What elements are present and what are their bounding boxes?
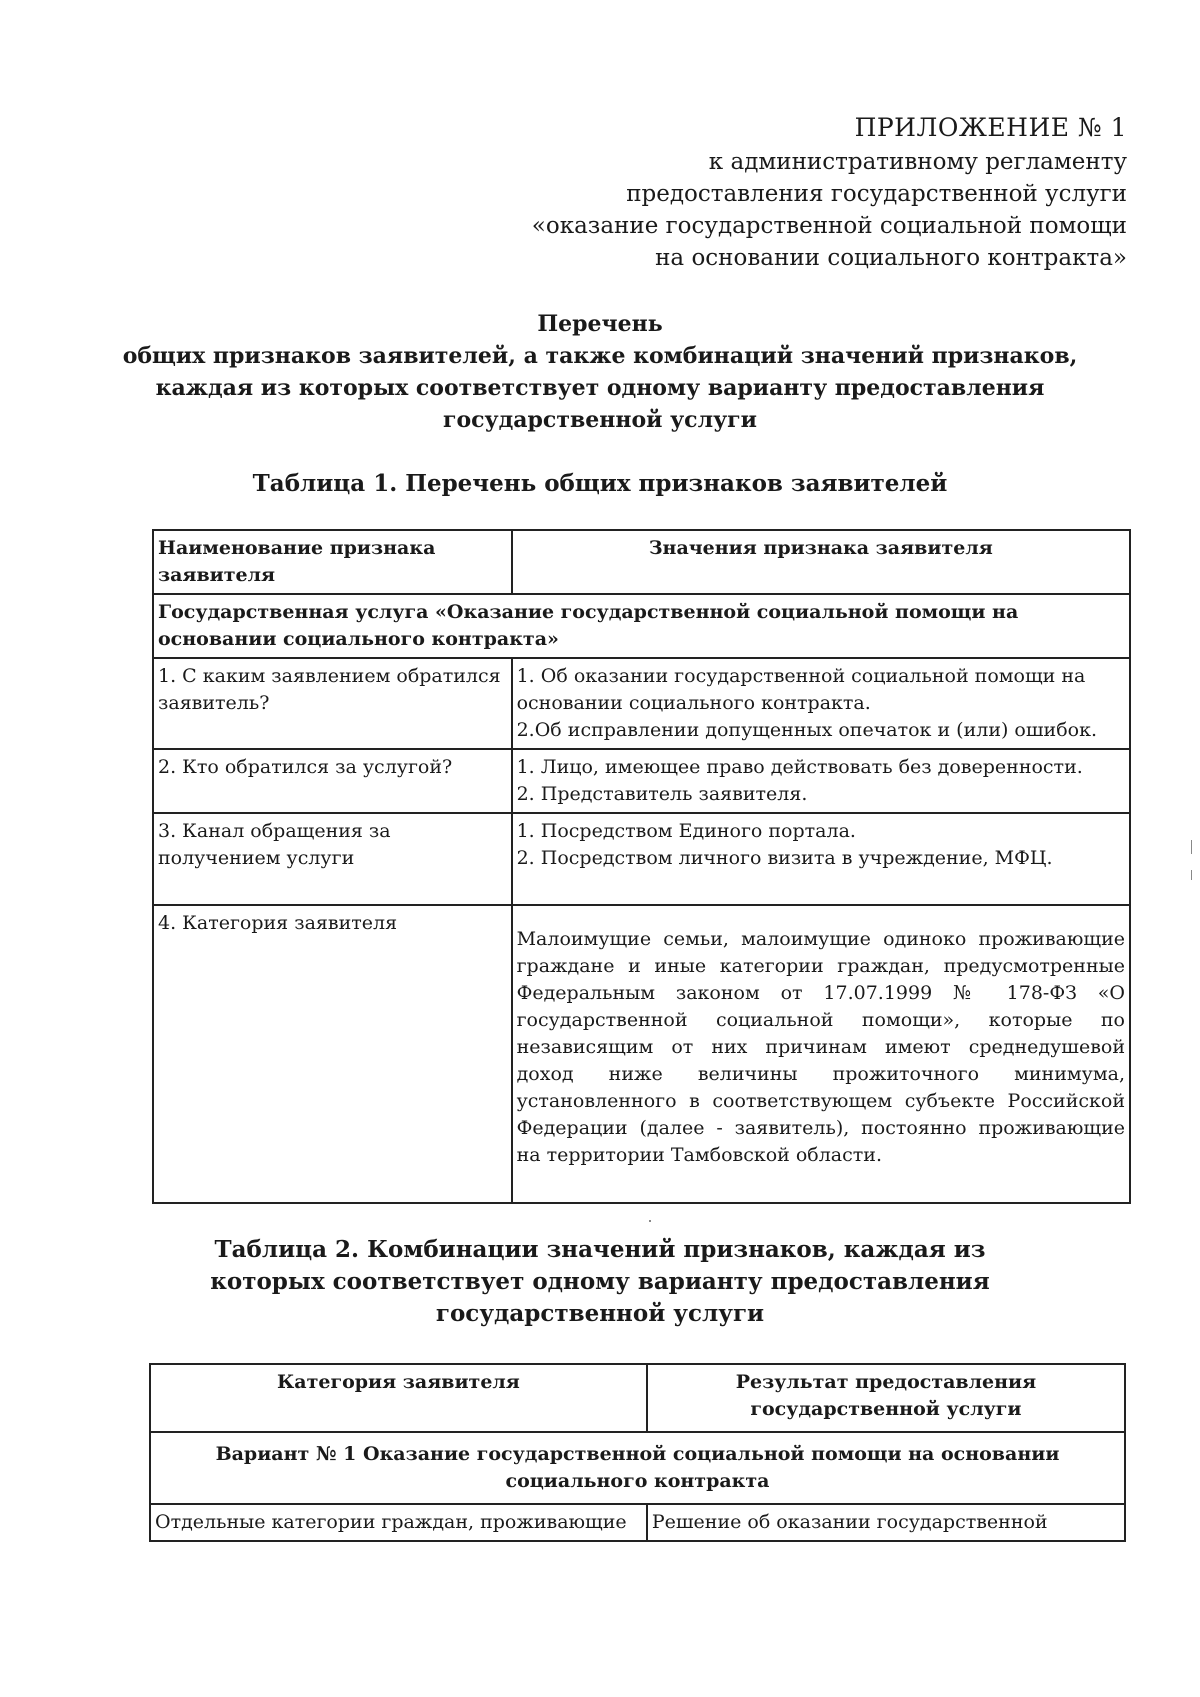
- scan-speck: [649, 1220, 651, 1222]
- table-cell-values: [512, 813, 1130, 905]
- appendix-line: «оказание государственной социальной помощи: [531, 213, 1127, 239]
- main-heading-line: государственной услуги: [443, 407, 757, 433]
- appendix-title: ПРИЛОЖЕНИЕ № 1: [854, 113, 1127, 142]
- table-cell-category: Отдельные категории граждан, проживающие: [150, 1504, 647, 1541]
- table2-title: [200, 1234, 1000, 1330]
- table-row: [153, 905, 1130, 1203]
- table-cell-label: 3. Канал обращения за получением услуги: [153, 813, 512, 905]
- table2-title-text: Таблица 2. Комбинации значений признаков, каждая из которых соответствует одному варианту предоставления государственной услуги: [210, 1236, 990, 1327]
- table-cell-label: 1. С каким заявлением обратился заявитель?: [153, 658, 512, 749]
- table-row: [153, 658, 1130, 749]
- value-line: 2. Представитель заявителя.: [516, 783, 808, 805]
- table-section-cell: Государственная услуга «Оказание государственной социальной помощи на основании социального контракта»: [153, 594, 1130, 658]
- value-line: 1. Об оказании государственной социальной помощи на основании социального контракта.: [516, 665, 1086, 714]
- value-line: 2. Посредством личного визита в учреждение, МФЦ.: [516, 847, 1053, 869]
- table-cell-values: [512, 905, 1130, 1203]
- value-line: 2.Об исправлении допущенных опечаток и (или) ошибок.: [516, 719, 1097, 741]
- table1-title: Таблица 1. Перечень общих признаков заявителей: [252, 470, 948, 497]
- table-header-row: [150, 1364, 1125, 1432]
- value-line: Малоимущие семьи, малоимущие одиноко проживающие граждане и иные категории граждан, предусмотренные Федеральным законом от 17.07.1999 № 178-ФЗ «О государственной социальной помощи», которые по независящим от них причинам имеют среднедушевой доход ниже величины прожиточного минимума, установленного в соответствующем субъекте Российской Федерации (далее - заявитель), постоянно проживающие на территории Тамбовской области.: [516, 928, 1125, 1166]
- value-line: 1. Посредством Единого портала.: [516, 820, 856, 842]
- main-heading-line: общих признаков заявителей, а также комбинаций значений признаков,: [122, 343, 1078, 369]
- table-cell-label: 4. Категория заявителя: [153, 905, 512, 1203]
- main-heading: [0, 308, 1200, 436]
- main-heading-line: каждая из которых соответствует одному варианту предоставления: [155, 375, 1045, 401]
- value-line: 1. Лицо, имеющее право действовать без доверенности.: [516, 756, 1083, 778]
- appendix-line: к административному регламенту: [708, 149, 1127, 175]
- scan-speck: [1191, 870, 1192, 880]
- table-cell-result: Решение об оказании государственной: [647, 1504, 1125, 1541]
- table-header-cell: Наименование признака заявителя: [153, 530, 512, 594]
- table-row: [153, 813, 1130, 905]
- table-row: [150, 1504, 1125, 1541]
- table-cell-values: [512, 749, 1130, 813]
- table-cell-label: 2. Кто обратился за услугой?: [153, 749, 512, 813]
- main-heading-line: Перечень: [537, 311, 663, 337]
- table-header-cell: Значения признака заявителя: [512, 530, 1130, 594]
- appendix-block: [532, 112, 1127, 274]
- table-section-row: [153, 594, 1130, 658]
- table-section-row: [150, 1432, 1125, 1504]
- table-header-row: [153, 530, 1130, 594]
- table-cell-values: [512, 658, 1130, 749]
- table-row: [153, 749, 1130, 813]
- table2: [149, 1363, 1126, 1542]
- appendix-line: предоставления государственной услуги: [626, 181, 1127, 207]
- table-header-cell: Результат предоставления государственной услуги: [647, 1364, 1125, 1432]
- table1: [152, 529, 1131, 1204]
- appendix-line: на основании социального контракта»: [655, 245, 1127, 271]
- table-header-cell: Категория заявителя: [150, 1364, 647, 1432]
- scan-speck: [1191, 840, 1192, 854]
- table-section-cell: Вариант № 1 Оказание государственной социальной помощи на основании социального контракта: [150, 1432, 1125, 1504]
